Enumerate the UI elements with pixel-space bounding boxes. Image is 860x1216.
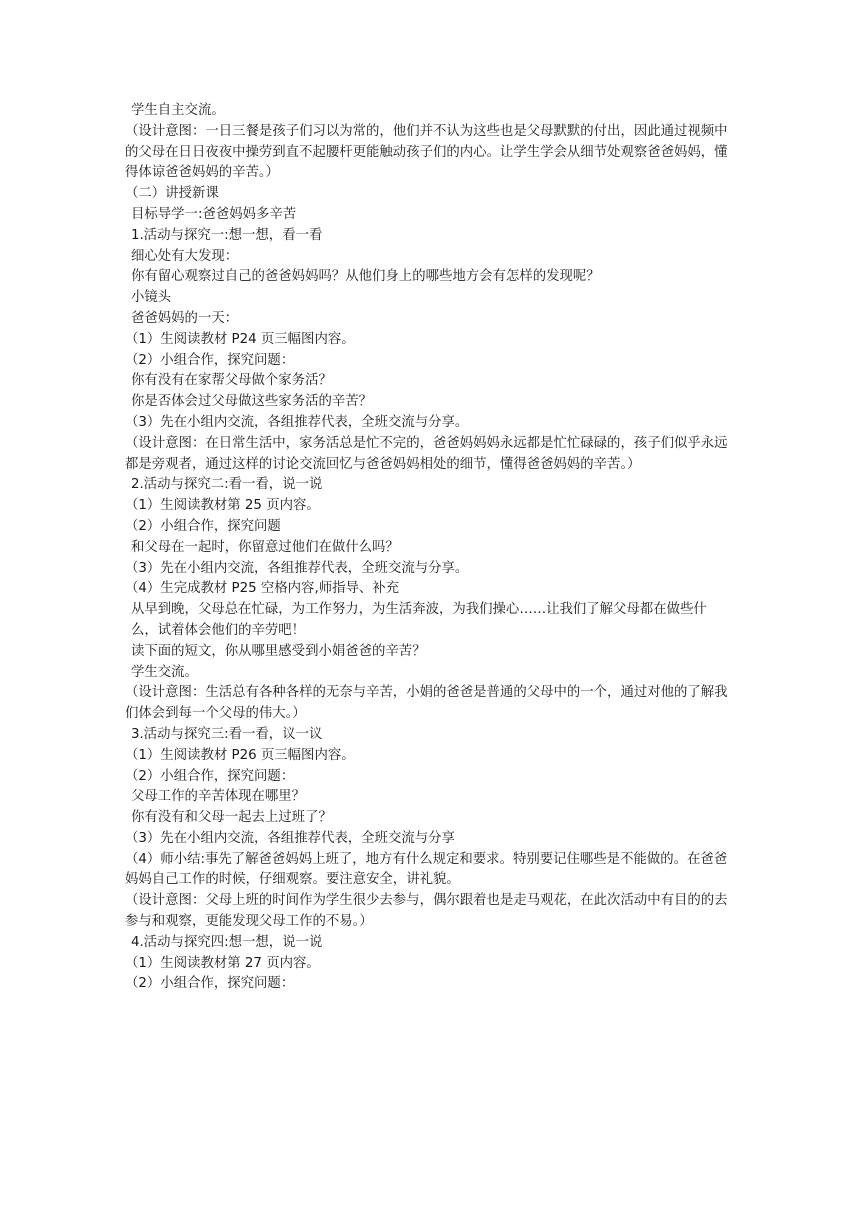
activity-heading: 2.活动与探究二:看一看，说一说	[131, 477, 323, 493]
design-intent-paragraph: （设计意图：一日三餐是孩子们习以为常的，他们并不认为这些也是父母默默的付出，因此通过视频中的父母在日日夜夜中操劳到直不起腰杆更能触动孩子们的内心。让学生学会从细节处观察爸爸妈妈，懂得体谅爸爸妈妈的辛苦。）	[125, 123, 728, 181]
paragraph: 你有留心观察过自己的爸爸妈妈吗？从他们身上的哪些地方会有怎样的发现呢？	[131, 269, 600, 285]
goal-heading: 目标导学一:爸爸妈妈多辛苦	[131, 206, 297, 222]
step-item: （4）生完成教材 P25 空格内容,师指导、补充	[125, 581, 400, 597]
paragraph: 爸爸妈妈的一天：	[131, 310, 239, 326]
activity-heading: 1.活动与探究一:想一想，看一看	[131, 227, 323, 243]
step-item: （2）小组合作，探究问题：	[125, 768, 295, 784]
design-intent-paragraph: （设计意图：生活总有各种各样的无奈与辛苦，小娟的爸爸是普通的父母中的一个，通过对他的了解我们体会到每一个父母的伟大。）	[125, 685, 728, 722]
step-item: （3）先在小组内交流，各组推荐代表，全班交流与分享	[125, 830, 455, 846]
paragraph: 小镜头	[131, 290, 172, 306]
step-item: （4）师小结:事先了解爸爸妈妈上班了，地方有什么规定和要求。特别要记住哪些是不能做的。在爸爸妈妈自己工作的时候，仔细观察。要注意安全，讲礼貌。	[125, 851, 728, 888]
step-item: （1）生阅读教材 P24 页三幅图内容。	[125, 331, 355, 347]
paragraph: 细心处有大发现：	[131, 248, 239, 264]
activity-heading: 3.活动与探究三:看一看，议一议	[131, 726, 323, 742]
step-item: （2）小组合作，探究问题：	[125, 976, 295, 992]
step-item: （3）先在小组内交流，各组推荐代表，全班交流与分享。	[125, 414, 469, 430]
activity-heading: 4.活动与探究四:想一想，说一说	[131, 934, 323, 950]
step-item: （1）生阅读教材第 27 页内容。	[125, 955, 320, 971]
step-item: （2）小组合作，探究问题	[125, 518, 281, 534]
design-intent-paragraph: （设计意图：在日常生活中，家务活总是忙不完的，爸爸妈妈妈永远都是忙忙碌碌的，孩子们似乎永远都是旁观者，通过这样的讨论交流回忆与爸爸妈妈相处的细节，懂得爸爸妈妈的辛苦。）	[125, 435, 728, 472]
step-item: （1）生阅读教材 P26 页三幅图内容。	[125, 747, 355, 763]
document-body	[125, 101, 731, 995]
question: 你是否体会过父母做这些家务活的辛苦？	[131, 394, 373, 410]
paragraph: 学生自主交流。	[131, 103, 225, 118]
step-item: （1）生阅读教材第 25 页内容。	[125, 498, 320, 514]
section-heading: （二）讲授新课	[125, 186, 219, 202]
design-intent-paragraph: （设计意图：父母上班的时间作为学生很少去参与，偶尔跟着也是走马观花，在此次活动中有目的的去参与和观察，更能发现父母工作的不易。）	[125, 893, 728, 930]
paragraph: 从早到晚，父母总在忙碌，为工作努力，为生活奔波，为我们操心……让我们了解父母都在做些什么，试着体会他们的辛劳吧！	[131, 602, 707, 638]
question: 父母工作的辛苦体现在哪里？	[131, 789, 306, 805]
question: 你有没有在家帮父母做个家务活？	[131, 373, 332, 389]
question: 你有没有和父母一起去上过班了？	[131, 810, 332, 826]
question: 读下面的短文，你从哪里感受到小娟爸爸的辛苦？	[131, 643, 426, 659]
step-item: （2）小组合作，探究问题：	[125, 352, 295, 368]
paragraph: 学生交流。	[131, 664, 198, 680]
question: 和父母在一起时，你留意过他们在做什么吗？	[131, 539, 399, 555]
step-item: （3）先在小组内交流，各组推荐代表，全班交流与分享。	[125, 560, 469, 576]
